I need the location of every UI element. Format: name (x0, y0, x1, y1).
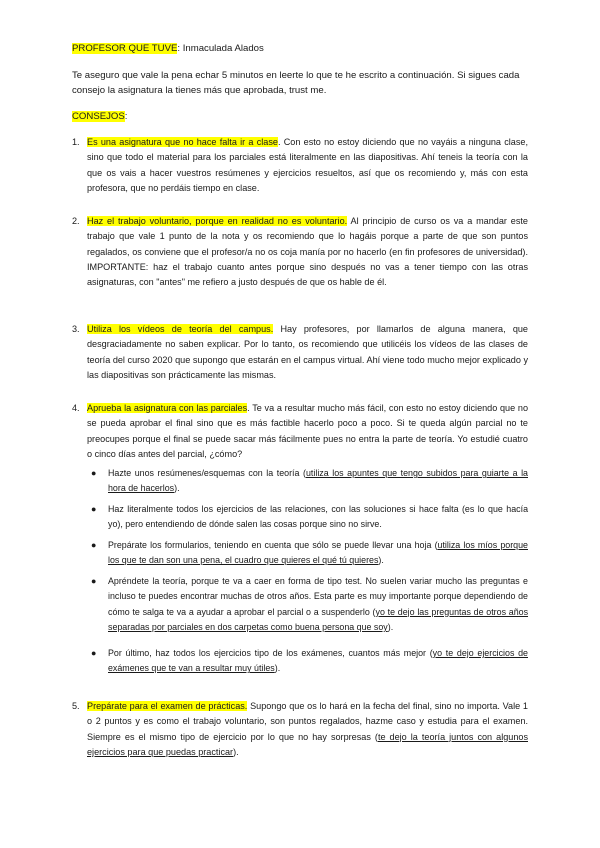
tip-text: . Te va a resultar mucho más fácil, con esto no estoy diciendo que no se pueda aprobar el final sino que es más factible hacerlo poco a poco. Si te queda algún parcial no te preocupes porque el final se puede sacar más fácilmente pues no entra la parte de teoría. Yo estudié cuatro o cinco días antes del parcial, ¿cómo? (87, 403, 528, 459)
bullet-4 (91, 574, 529, 635)
tip-highlight: Utiliza los vídeos de teoría del campus. (87, 324, 274, 334)
bullet-text: Apréndete la teoría, porque te va a caer en forma de tipo test. No suelen variar mucho las preguntas e incluso te puedes encontrar muchas de otros años. Esta parte es muy importante porque dependiendo de cómo te salga te va a ayudar a aprobar el parcial o a suspenderlo ( (108, 576, 528, 617)
professor-colon: : (177, 43, 181, 54)
tip-text: . Con esto no estoy diciendo que no vayáis a ninguna clase, sino que todo el material para los parciales está literalmente en las diapositivas. Ahí teneis la teoría con la que os vais a hacer vuestros resúmenes y ejercicios resueltos, así que os recomiendo y, más con esta profesora, que no perdáis tiempo en clase. (87, 137, 528, 193)
professor-line (72, 42, 264, 55)
bullet-text: Prepárate los formularios, teniendo en cuenta que sólo se puede llevar una hoja ( (108, 540, 438, 550)
consejos-heading (72, 110, 127, 123)
bullet-text: Hazte unos resúmenes/esquemas con la teoría ( (108, 468, 306, 478)
tip-text: Hay profesores, por llamarlos de alguna manera, que desgraciadamente no saben explicar. Por lo tanto, os recomiendo que utilicéis los vídeos de las clases de teoría del curso 2020 que supongo que estarán en el campus virtual. Ahí viene todo mucho mejor explicado y las diapositivas son prácticamente las mismas. (87, 324, 528, 380)
bullet-tail: ). (174, 483, 180, 494)
tip-number: 4. (72, 403, 80, 413)
tip-text: Al principio de curso os va a mandar este trabajo que vale 1 punto de la nota y os recomiendo que lo hagáis porque a parte de que son puntos regalados, os conviene que el profesor/a no os coja manía por no hacerlo (en fin profesores de universidad). IMPORTANTE: haz el trabajo cuanto antes porque sino después no vas a tener tiempo con las otras asignaturas, con "antes" me refiero a justo después de que os hable de él. (87, 216, 528, 288)
tip-highlight: Es una asignatura que no hace falta ir a clase (87, 137, 278, 147)
tip-2 (72, 214, 528, 290)
tip-1 (72, 135, 528, 196)
bullet-tail: ). (387, 621, 394, 632)
tip-number: 5. (72, 701, 80, 711)
tip-3 (72, 322, 528, 383)
bullet-3 (91, 538, 528, 569)
bullet-icon: ● (91, 648, 97, 658)
professor-label: PROFESOR QUE TUVE (72, 43, 178, 54)
bullet-tail: ). (274, 663, 281, 674)
bullet-text: Por último, haz todos los ejercicios tipo de los exámenes, cuantos más mejor ( (108, 648, 433, 658)
bullet-icon: ● (91, 540, 97, 550)
tip-tail: ). (233, 746, 239, 757)
tip-number: 3. (72, 324, 80, 334)
bullet-icon: ● (91, 504, 97, 514)
tip-underline: te dejo la teoría juntos con algunos ejercicios para que puedas practicar (87, 731, 528, 757)
bullet-icon: ● (91, 468, 97, 478)
bullet-underline: utiliza los míos porque los que te dan son una pena, el cuadro que quieres el qué tú quieres (108, 540, 528, 566)
tip-5 (72, 699, 528, 760)
tip-highlight: Prepárate para el examen de prácticas. (87, 701, 248, 711)
bullet-2 (91, 502, 528, 533)
professor-name: Inmaculada Alados (180, 43, 264, 54)
bullet-1 (91, 466, 528, 497)
tip-number: 2. (72, 216, 80, 226)
bullet-underline: utiliza los apuntes que tengo subidos para guiarte a la hora de hacerlos (108, 468, 528, 494)
bullet-underline: yo te dejo las preguntas de otros años separadas por parciales en dos carpetas como buena persona que soy (108, 606, 529, 632)
bullet-icon: ● (91, 576, 97, 586)
bullet-text: Haz literalmente todos los ejercicios de las relaciones, con las soluciones si hace falta (es lo que hacía yo), pero entendiendo de dónde salen las cosas porque sino no sirve. (108, 504, 528, 530)
bullet-underline: yo te dejo ejercicios de exámenes que te van a resultar muy útiles (108, 648, 528, 674)
tip-text: Supongo que os lo hará en la fecha del final, sino no importa. Vale 1 o 2 puntos y es como el trabajo voluntario, son puntos regalados, hazme caso y estudia para el examen. Siempre es el mismo tipo de ejercicio por lo que no hay sorpresas ( (87, 701, 528, 742)
intro-paragraph: Te aseguro que vale la pena echar 5 minutos en leerte lo que te he escrito a continuación. Si sigues cada consejo la asignatura la tienes más que aprobada, trust me. (72, 70, 520, 96)
consejos-colon: : (124, 111, 128, 122)
tip-highlight: Haz el trabajo voluntario, porque en realidad no es voluntario. (87, 216, 348, 226)
bullet-tail: ). (378, 555, 384, 566)
tip-number: 1. (72, 137, 80, 147)
tip-highlight: Aprueba la asignatura con las parciales (87, 403, 248, 413)
tip-4 (72, 401, 528, 462)
consejos-label: CONSEJOS (72, 111, 125, 122)
bullet-5 (91, 646, 528, 677)
